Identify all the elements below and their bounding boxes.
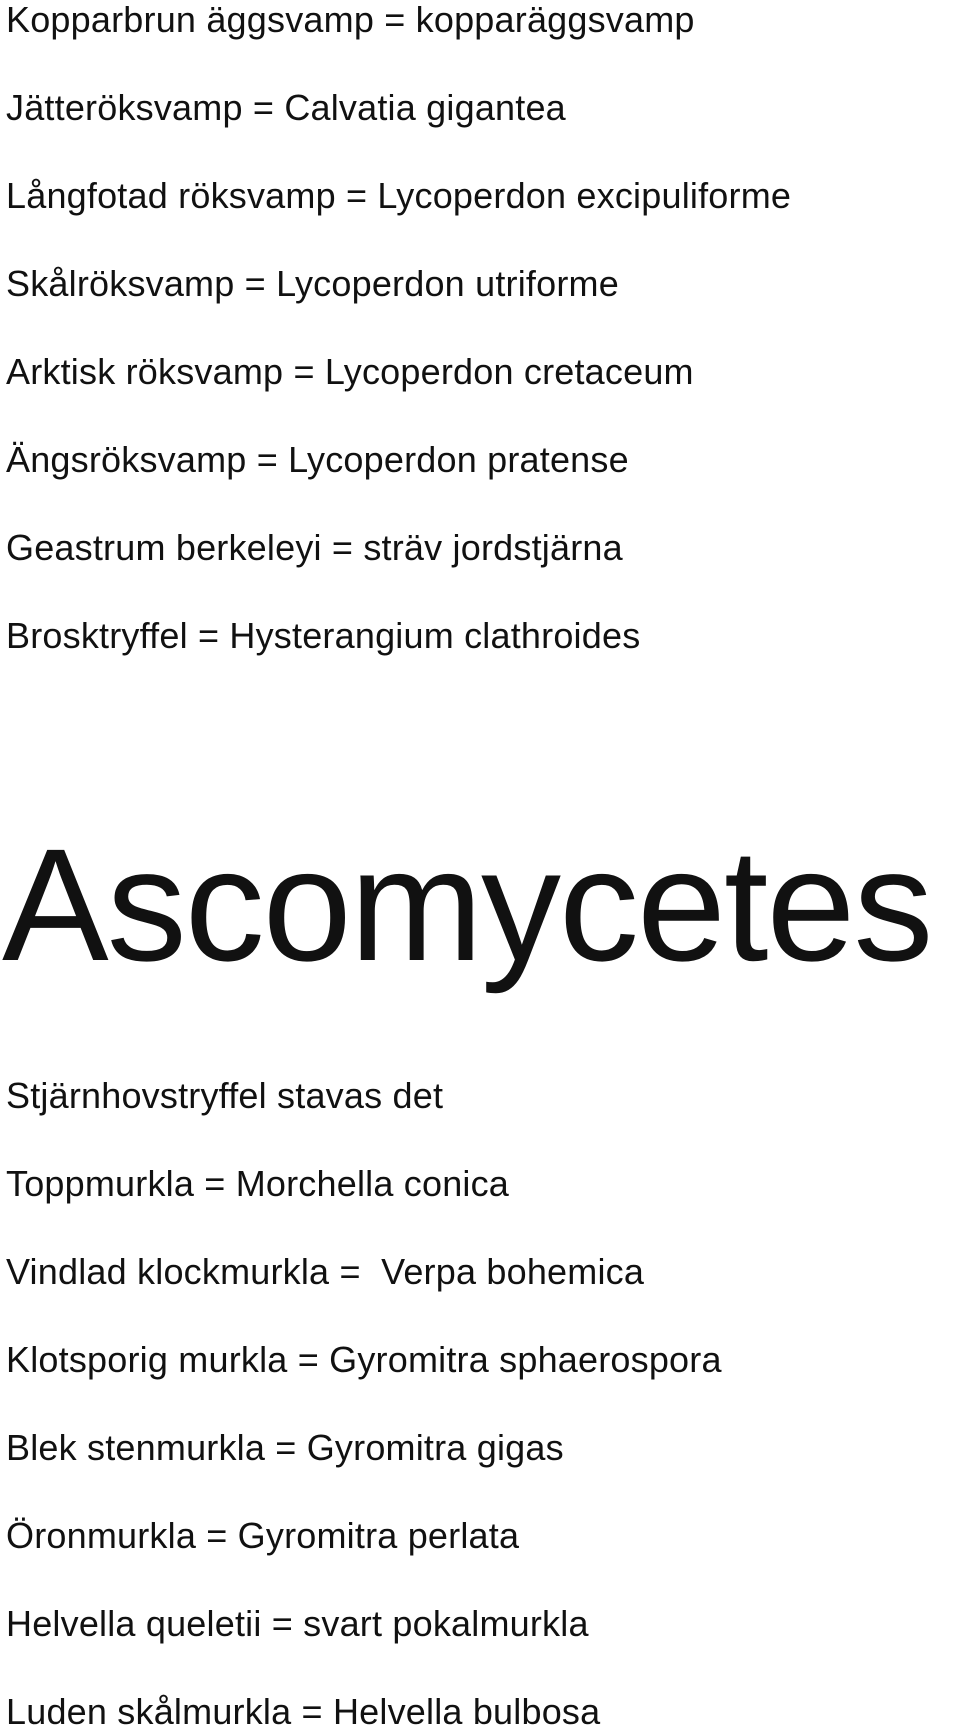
list-item: Klotsporig murkla = Gyromitra sphaerospora — [6, 1339, 722, 1380]
list-item: Kopparbrun äggsvamp = kopparäggsvamp — [6, 0, 695, 40]
list-item: Öronmurkla = Gyromitra perlata — [6, 1515, 520, 1556]
list-item: Skålröksvamp = Lycoperdon utriforme — [6, 263, 619, 304]
list-item: Toppmurkla = Morchella conica — [6, 1163, 510, 1204]
list-item: Luden skålmurkla = Helvella bulbosa — [6, 1691, 601, 1732]
list-item: Brosktryffel = Hysterangium clathroides — [6, 615, 641, 656]
list-item: Blek stenmurkla = Gyromitra gigas — [6, 1427, 564, 1468]
list-item: Jätteröksvamp = Calvatia gigantea — [6, 87, 566, 128]
list-item: Geastrum berkeleyi = sträv jordstjärna — [6, 527, 623, 568]
list-item: Långfotad röksvamp = Lycoperdon excipuliforme — [6, 175, 792, 216]
list-item: Ängsröksvamp = Lycoperdon pratense — [6, 439, 629, 480]
list-item: Stjärnhovstryffel stavas det — [6, 1075, 444, 1116]
list-item: Arktisk röksvamp = Lycoperdon cretaceum — [6, 351, 694, 392]
list-item: Vindlad klockmurkla = Verpa bohemica — [6, 1251, 645, 1292]
list-item: Helvella queletii = svart pokalmurkla — [6, 1603, 589, 1644]
section-heading: Ascomycetes — [2, 815, 932, 994]
